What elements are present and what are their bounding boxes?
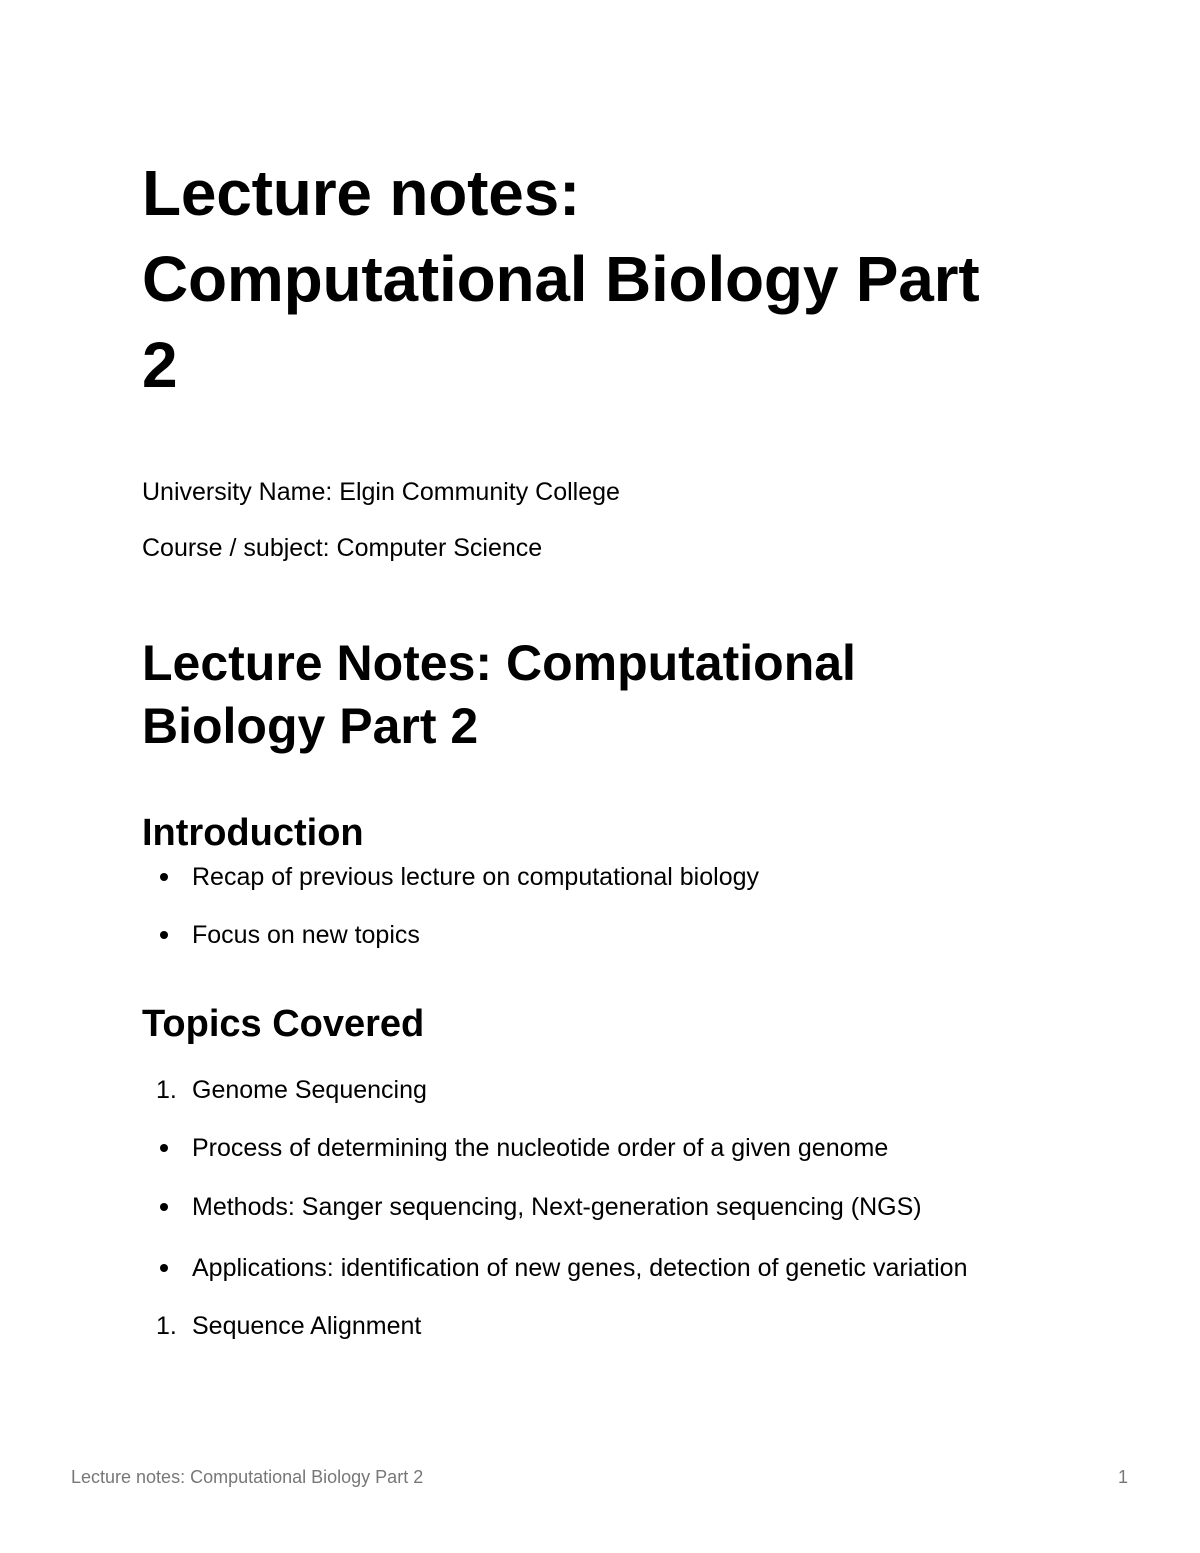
footer-page-number: 1 <box>1117 1467 1128 1487</box>
list-item <box>142 914 1072 956</box>
topics-list <box>142 1069 1072 1347</box>
list-item-text: Methods: Sanger sequencing, Next-generation sequencing (NGS) <box>192 1193 922 1221</box>
list-item <box>142 1247 982 1289</box>
section-heading-line-1: Lecture Notes: Computational <box>142 635 856 691</box>
introduction-heading: Introduction <box>142 812 364 854</box>
numbered-item-text: Sequence Alignment <box>192 1312 422 1340</box>
document-title-line-1: Lecture notes: <box>142 157 581 229</box>
bullet-icon <box>160 873 168 881</box>
university-name: University Name: Elgin Community College <box>142 478 620 506</box>
list-item-text: Recap of previous lecture on computational biology <box>192 863 760 891</box>
document-title <box>142 150 1072 408</box>
section-heading <box>142 632 1072 758</box>
list-number: 1. <box>156 1076 177 1104</box>
list-item <box>142 856 1072 898</box>
course-subject: Course / subject: Computer Science <box>142 534 543 562</box>
bullet-icon <box>160 1144 168 1152</box>
numbered-item <box>142 1069 1072 1111</box>
section-heading-line-2: Biology Part 2 <box>142 698 479 754</box>
list-number: 1. <box>156 1312 177 1340</box>
list-item <box>142 1127 1072 1169</box>
bullet-icon <box>160 1264 168 1272</box>
introduction-list <box>142 856 1072 956</box>
list-item-text: Focus on new topics <box>192 921 420 949</box>
document-title-line-2: Computational Biology Part <box>142 243 980 315</box>
list-item-text: Process of determining the nucleotide order of a given genome <box>192 1134 889 1162</box>
list-item <box>142 1186 1072 1228</box>
numbered-item <box>142 1305 1072 1347</box>
list-item-text: Applications: identification of new genes, detection of genetic variation <box>192 1254 968 1282</box>
footer-title: Lecture notes: Computational Biology Part 2 <box>71 1467 424 1487</box>
numbered-item-text: Genome Sequencing <box>192 1076 427 1104</box>
topics-heading: Topics Covered <box>142 1003 425 1045</box>
bullet-icon <box>160 931 168 939</box>
document-title-line-3: 2 <box>142 329 178 401</box>
bullet-icon <box>160 1203 168 1211</box>
page-content <box>142 150 1072 1347</box>
